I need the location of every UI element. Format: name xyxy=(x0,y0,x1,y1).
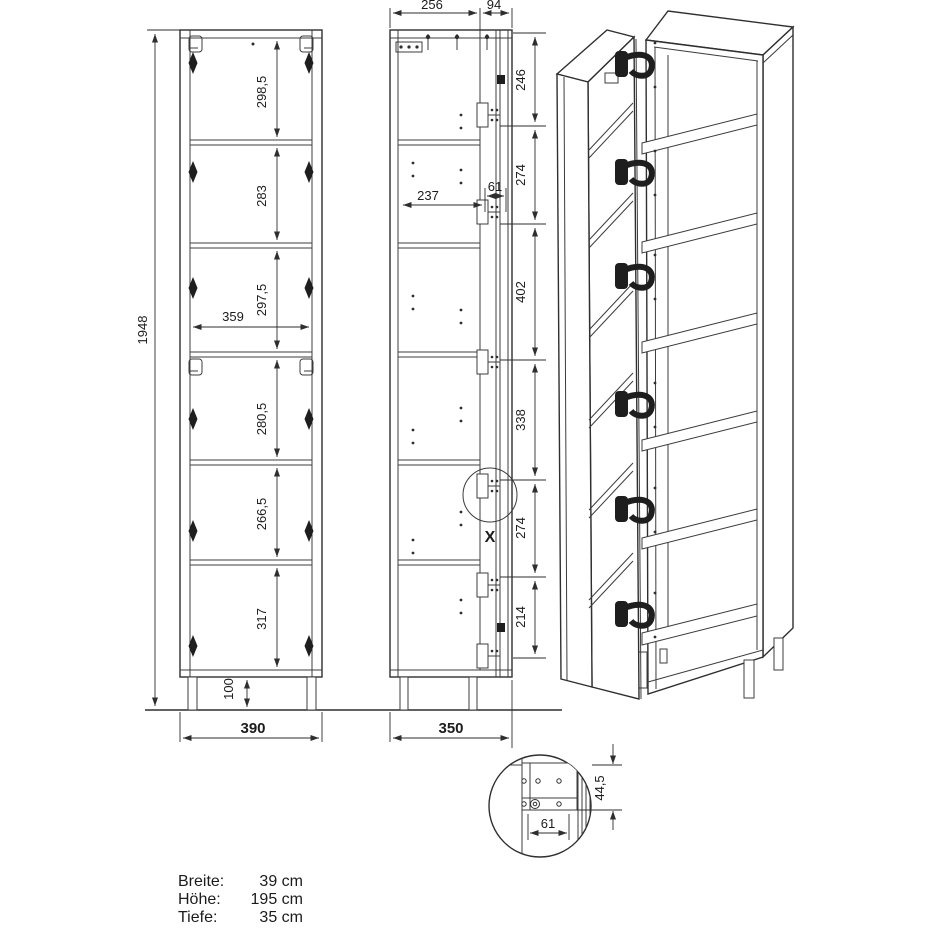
legend xyxy=(178,873,303,926)
legend-label-hoehe: Höhe: xyxy=(178,891,221,908)
dim-total-height: 1948 xyxy=(135,315,150,345)
dim-depth-door: 94 xyxy=(486,0,502,12)
dim-front-section-6: 317 xyxy=(254,608,269,630)
legend-value-tiefe: 35 cm xyxy=(259,909,303,926)
dim-inner-depth: 237 xyxy=(417,188,439,203)
open-door xyxy=(557,30,641,699)
dim-chain-1: 246 xyxy=(513,69,528,91)
section-view xyxy=(390,0,546,748)
dim-front-section-1: 298,5 xyxy=(254,75,269,109)
dim-hinge-inset: 61 xyxy=(487,179,503,194)
legend-label-tiefe: Tiefe: xyxy=(178,909,218,926)
dim-chain-4: 338 xyxy=(513,409,528,431)
perspective-view xyxy=(557,11,793,699)
magnet-catch-bottom xyxy=(497,623,505,632)
dim-front-section-5: 266,5 xyxy=(254,497,269,531)
dim-detail-drop: 44,5 xyxy=(592,775,607,801)
dim-chain-6: 214 xyxy=(513,606,528,628)
dim-chain-2: 274 xyxy=(513,164,528,186)
door-inner-face xyxy=(588,37,639,699)
front-right-foot xyxy=(307,677,316,710)
dim-base-width: 390 xyxy=(240,720,266,737)
magnet-catch-top xyxy=(497,75,505,84)
dim-front-section-4: 280,5 xyxy=(254,402,269,436)
legend-value-hoehe: 195 cm xyxy=(250,891,303,908)
dim-inner-width: 359 xyxy=(222,309,244,324)
legend-value-breite: 39 cm xyxy=(259,873,303,890)
detail-view xyxy=(489,744,622,862)
cabinet-right-face xyxy=(763,27,793,657)
dim-detail-width: 61 xyxy=(540,816,556,831)
front-view xyxy=(135,30,322,742)
section-back-foot xyxy=(400,677,408,710)
dim-front-section-2: 283 xyxy=(254,185,269,207)
dim-base-depth: 350 xyxy=(438,720,464,737)
detail-marker-label: X xyxy=(484,529,496,546)
dim-foot-height: 100 xyxy=(221,678,236,700)
dim-depth-body: 256 xyxy=(421,0,443,12)
dim-front-section-3: 297,5 xyxy=(254,283,269,317)
legend-label-breite: Breite: xyxy=(178,873,225,890)
front-left-foot xyxy=(188,677,197,710)
section-front-foot xyxy=(469,677,477,710)
door-edge-face xyxy=(557,74,592,687)
dim-chain-5: 274 xyxy=(513,517,528,539)
dim-chain-3: 402 xyxy=(513,281,528,303)
